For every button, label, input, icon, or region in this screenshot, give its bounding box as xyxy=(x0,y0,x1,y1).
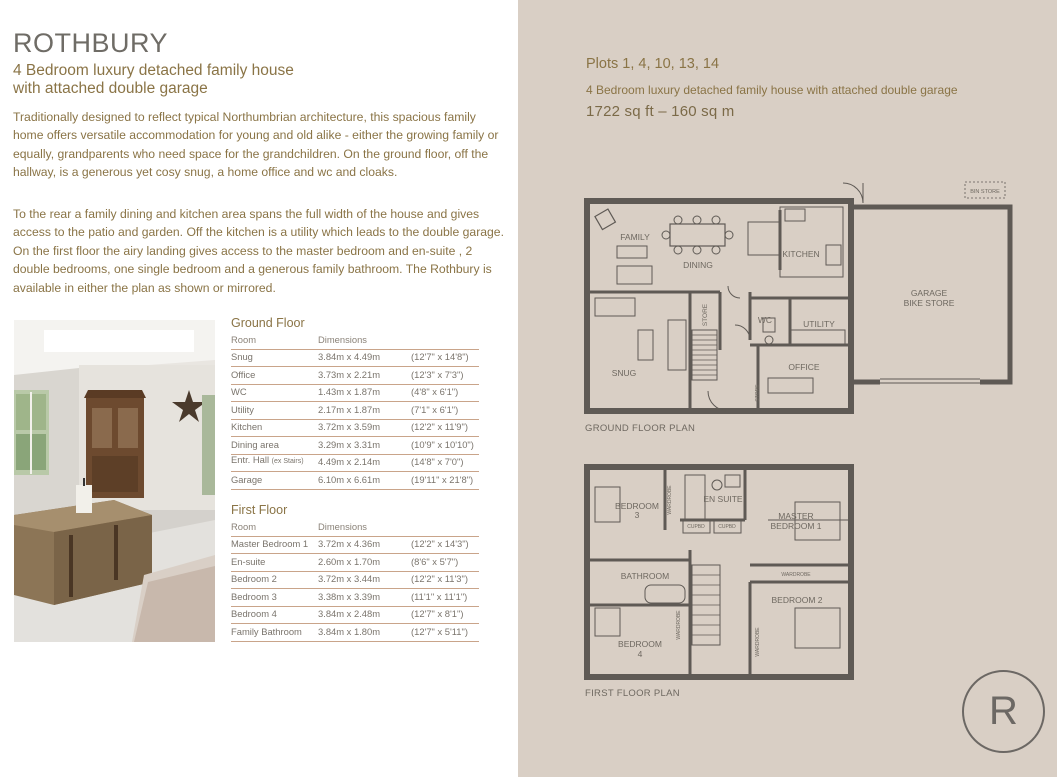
label-bike-store: BIKE STORE xyxy=(903,298,955,308)
table-row: Garage 6.10m x 6.61m (19'11" x 21'8") xyxy=(231,472,479,490)
label-en-suite: EN SUITE xyxy=(703,494,743,504)
column-room: Room xyxy=(231,333,257,345)
table-row: Entr. Hall (ex Stairs) 4.49m x 2.14m (14'8" x 7'0") xyxy=(231,455,479,473)
label-store: STORE xyxy=(702,303,709,327)
first-floor-heading: First Floor xyxy=(231,503,288,517)
label-kitchen: KITCHEN xyxy=(782,249,820,259)
label-garage: GARAGE xyxy=(910,288,948,298)
first-floor-plan-label: FIRST FLOOR PLAN xyxy=(585,688,680,699)
description-paragraph-2: To the rear a family dining and kitchen area spans the full width of the house and gives access to the patio and garden. Off the kitchen is a utility which leads to the double garage. On the first floor the airy landing gives access to the master bedroom and en-suite , 2 double bedrooms, one single bedroom and a generous family bathroom. The Rothbury is available in either the plan as shown or mirrored. xyxy=(13,207,504,295)
first-floor-table xyxy=(231,503,479,642)
label-bin-store: BIN STORE xyxy=(970,189,1000,195)
label-cupbd-1: CUPBD xyxy=(687,524,705,530)
table-row: Bedroom 4 3.84m x 2.48m (12'7" x 8'1") xyxy=(231,607,479,625)
label-store-small: STORE xyxy=(755,384,761,402)
table-row: Office 3.73m x 2.21m (12'3" x 7'3") xyxy=(231,367,479,385)
label-bedroom-3: BEDROOM xyxy=(615,501,659,511)
label-dining: DINING xyxy=(683,260,713,270)
label-bathroom: BATHROOM xyxy=(620,571,670,581)
subtitle-line-2: with attached double garage xyxy=(13,80,208,97)
label-master-bedroom: BEDROOM 1 xyxy=(770,521,822,531)
label-snug: SNUG xyxy=(611,368,637,378)
label-bedroom-4: BEDROOM xyxy=(618,639,662,649)
label-office: OFFICE xyxy=(788,362,820,372)
table-row: Master Bedroom 1 3.72m x 4.36m (12'2" x 14'3") xyxy=(231,537,479,555)
label-bedroom-3-num: 3 xyxy=(634,510,640,520)
house-title: ROTHBURY xyxy=(13,28,169,58)
plots-title: Plots 1, 4, 10, 13, 14 xyxy=(586,56,720,72)
ground-floor-table xyxy=(231,316,479,490)
table-row: Bedroom 3 3.38m x 3.39m (11'1" x 11'1") xyxy=(231,589,479,607)
interior-photo xyxy=(14,320,215,642)
label-wardrobe-b2: WARDROBE xyxy=(755,627,761,657)
table-row: Family Bathroom 3.84m x 1.80m (12'7" x 5'11") xyxy=(231,624,479,642)
subtitle-line-1: 4 Bedroom luxury detached family house xyxy=(13,62,294,79)
house-subtitle xyxy=(13,62,373,98)
column-dimensions: Dimensions xyxy=(318,333,367,345)
label-wardrobe-b3: WARDROBE xyxy=(667,485,673,515)
left-panel xyxy=(0,0,518,777)
label-bedroom-2: BEDROOM 2 xyxy=(771,595,823,605)
table-row: Dining area 3.29m x 3.31m (10'9" x 10'10") xyxy=(231,437,479,455)
table-row: Kitchen 3.72m x 3.59m (12'2" x 11'9") xyxy=(231,420,479,438)
floor-area: 1722 sq ft – 160 sq m xyxy=(586,103,735,120)
ground-floor-plan-label: GROUND FLOOR PLAN xyxy=(585,423,696,434)
label-master: MASTER xyxy=(778,511,814,521)
table-row: Utility 2.17m x 1.87m (7'1" x 6'1") xyxy=(231,402,479,420)
column-room: Room xyxy=(231,520,257,532)
rothbury-logo: R xyxy=(962,670,1045,753)
label-cupbd-2: CUPBD xyxy=(718,524,736,530)
plots-description: 4 Bedroom luxury detached family house with attached double garage xyxy=(586,83,958,97)
label-utility: UTILITY xyxy=(803,319,835,329)
table-header xyxy=(231,519,479,537)
column-dimensions: Dimensions xyxy=(318,520,367,532)
table-header xyxy=(231,332,479,350)
floor-plans xyxy=(580,180,1020,710)
ground-floor-heading: Ground Floor xyxy=(231,316,305,330)
table-row: WC 1.43m x 1.87m (4'8" x 6'1") xyxy=(231,385,479,403)
table-row: En-suite 2.60m x 1.70m (8'6" x 5'7") xyxy=(231,554,479,572)
table-row: Snug 3.84m x 4.49m (12'7" x 14'8") xyxy=(231,350,479,368)
label-family: FAMILY xyxy=(620,232,650,242)
label-wc: WC xyxy=(757,315,773,325)
table-row: Bedroom 2 3.72m x 3.44m (12'2" x 11'3") xyxy=(231,572,479,590)
label-bedroom-4-num: 4 xyxy=(637,649,643,659)
description-paragraph-1: Traditionally designed to reflect typical Northumbrian architecture, this spacious family home offers versatile accommodation for young and old alike - either the growing family or equally, grandparents who need space for the grandchildren. On the ground floor, off the hallway, is a generous yet cosy snug, a home office and wc and cloaks. xyxy=(13,110,499,180)
label-wardrobe-b4: WARDROBE xyxy=(676,610,682,640)
label-wardrobe-landing: WARDROBE xyxy=(781,572,811,578)
